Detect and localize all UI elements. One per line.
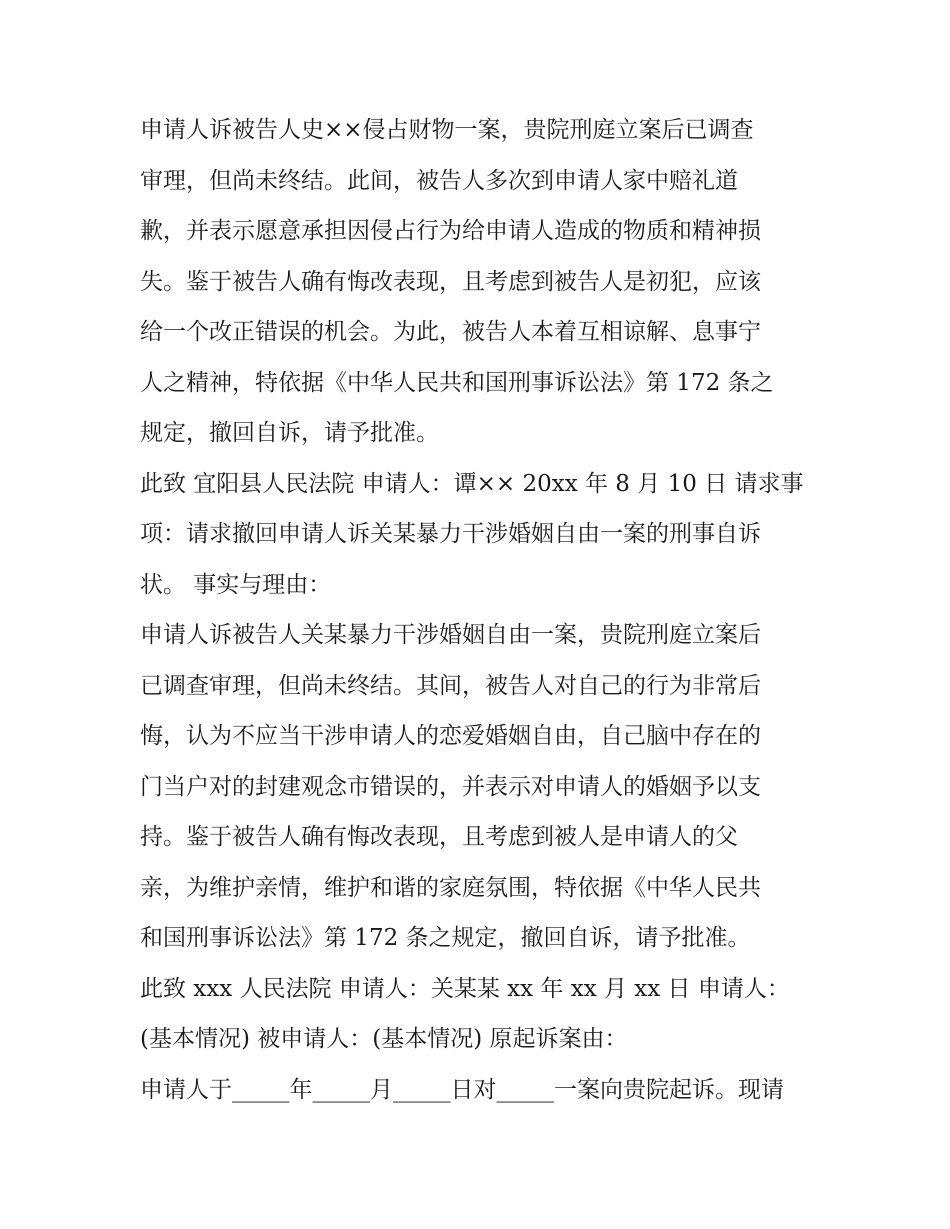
text-line: 门当户对的封建观念市错误的，并表示对申请人的婚姻予以支 [140,773,761,800]
text-line: 申请人诉被告人史××侵占财物一案，贵院刑庭立案后已调查 [140,117,754,143]
text-line: 失。鉴于被告人确有悔改表现，且考虑到被告人是初犯，应该 [140,268,761,295]
text-line: 人之精神，特依据《中华人民共和国刑事诉讼法》第 172 条之 [140,369,774,396]
text-line: 持。鉴于被告人确有悔改表现，且考虑到被人是申请人的父 [140,824,738,850]
text-line: 申请人于_____年_____月_____日对_____一案向贵院起诉。现请 [140,1076,784,1103]
text-line: 此致 宜阳县人民法院 申请人：谭×× 20xx 年 8 月 10 日 请求事 [140,470,804,497]
text-line: 规定，撤回自诉，请予批准。 [140,420,439,446]
text-line: 亲，为维护亲情，维护和谐的家庭氛围，特依据《中华人民共 [140,874,761,901]
text-line: 此致 xxx 人民法院 申请人：关某某 xx 年 xx 月 xx 日 申请人： [140,975,790,1002]
text-line: 给一个改正错误的机会。为此，被告人本着互相谅解、息事宁 [140,319,761,345]
text-line: 申请人诉被告人关某暴力干涉婚姻自由一案，贵院刑庭立案后 [140,622,761,648]
text-line: 悔，认为不应当干涉申请人的恋爱婚姻自由，自己脑中存在的 [140,723,761,749]
text-line: 和国刑事诉讼法》第 172 条之规定，撤回自诉，请予批准。 [140,925,751,951]
text-line: 审理，但尚未终结。此间，被告人多次到申请人家中赔礼道 [140,167,738,194]
text-line: 状。 事实与理由： [140,571,332,598]
text-line: 已调查审理，但尚未终结。其间，被告人对自己的行为非常后 [140,672,761,699]
text-line: 项：请求撤回申请人诉关某暴力干涉婚姻自由一案的刑事自诉 [140,521,761,547]
text-line: (基本情况) 被申请人：(基本情况) 原起诉案由： [140,1026,628,1052]
document-body [140,105,820,1115]
text-line: 歉，并表示愿意承担因侵占行为给申请人造成的物质和精神损 [140,218,761,244]
